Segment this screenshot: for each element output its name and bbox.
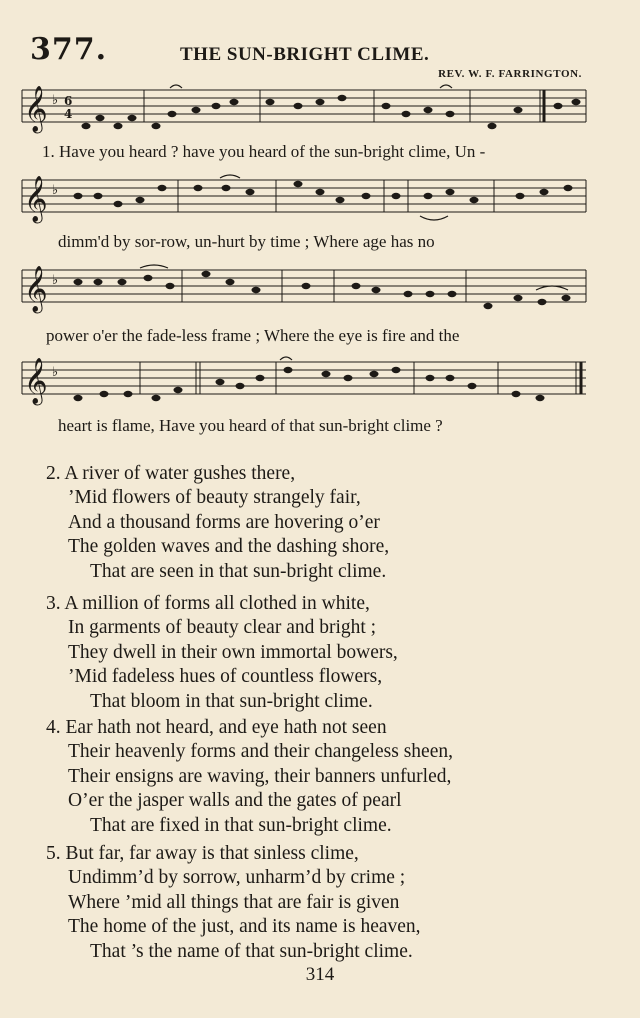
hymn-number: 377. <box>30 32 108 67</box>
music-staff-4 <box>20 356 590 408</box>
lyric-line-2: dimm'd by sor-row, un-hurt by time ; Where age has no <box>58 232 435 251</box>
lyric-line-3: power o'er the fade-less frame ; Where the eye is fire and the <box>46 326 460 345</box>
music-staff-2 <box>20 174 590 226</box>
verse-line: In garments of beauty clear and bright ; <box>68 617 377 639</box>
treble-clef-icon: 𝄞 <box>24 266 48 312</box>
verse-line: They dwell in their own immortal bowers, <box>68 641 398 663</box>
verse-line: O’er the jasper walls and the gates of pearl <box>68 790 402 812</box>
verse-3 <box>46 592 398 714</box>
verse-line: 4. Ear hath not heard, and eye hath not seen <box>46 717 387 738</box>
lyric-line-1: 1. Have you heard ? have you heard of the sun-bright clime, Un - <box>42 142 486 161</box>
verse-line: 2. A river of water gushes there, <box>46 463 296 484</box>
flat-icon: ♭ <box>52 93 59 108</box>
verse-line: ’Mid flowers of beauty strangely fair, <box>68 487 361 509</box>
verse-2 <box>46 462 389 584</box>
verse-line: And a thousand forms are hovering o’er <box>68 511 380 533</box>
verse-line: The golden waves and the dashing shore, <box>68 536 390 558</box>
verse-4 <box>46 716 453 838</box>
verse-line: Where ’mid all things that are fair is given <box>68 891 400 913</box>
treble-clef-icon: 𝄞 <box>24 86 48 132</box>
music-staff-3 <box>20 264 590 316</box>
verse-line: Their heavenly forms and their changeless sheen, <box>68 741 453 763</box>
verse-line: That bloom in that sun-bright clime. <box>90 690 373 712</box>
composer-credit: REV. W. F. FARRINGTON. <box>438 68 582 80</box>
page-number: 314 <box>305 964 335 985</box>
verse-5 <box>46 842 421 964</box>
verse-line: That are fixed in that sun-bright clime. <box>90 814 392 836</box>
verse-line: That are seen in that sun-bright clime. <box>90 560 387 582</box>
treble-clef-icon: 𝄞 <box>24 176 48 222</box>
music-staff-1 <box>20 84 590 136</box>
svg-text:4: 4 <box>64 107 73 121</box>
lyric-line-4: heart is flame, Have you heard of that sun-bright clime ? <box>58 416 443 435</box>
flat-icon: ♭ <box>52 183 59 198</box>
hymn-title: THE SUN-BRIGHT CLIME. <box>180 44 430 65</box>
verse-line: Undimm’d by sorrow, unharm’d by crime ; <box>68 867 406 889</box>
verse-line: That ’s the name of that sun-bright clime. <box>90 940 413 962</box>
svg-text:6: 6 <box>64 94 73 108</box>
verse-line: 5. But far, far away is that sinless clime, <box>46 843 359 864</box>
flat-icon: ♭ <box>52 273 59 288</box>
verse-line: The home of the just, and its name is heaven, <box>68 916 421 938</box>
verse-line: Their ensigns are waving, their banners unfurled, <box>68 765 452 787</box>
treble-clef-icon: 𝄞 <box>24 358 48 404</box>
flat-icon: ♭ <box>52 365 59 380</box>
verse-line: ’Mid fadeless hues of countless flowers, <box>68 666 383 688</box>
verse-line: 3. A million of forms all clothed in white, <box>46 593 370 614</box>
